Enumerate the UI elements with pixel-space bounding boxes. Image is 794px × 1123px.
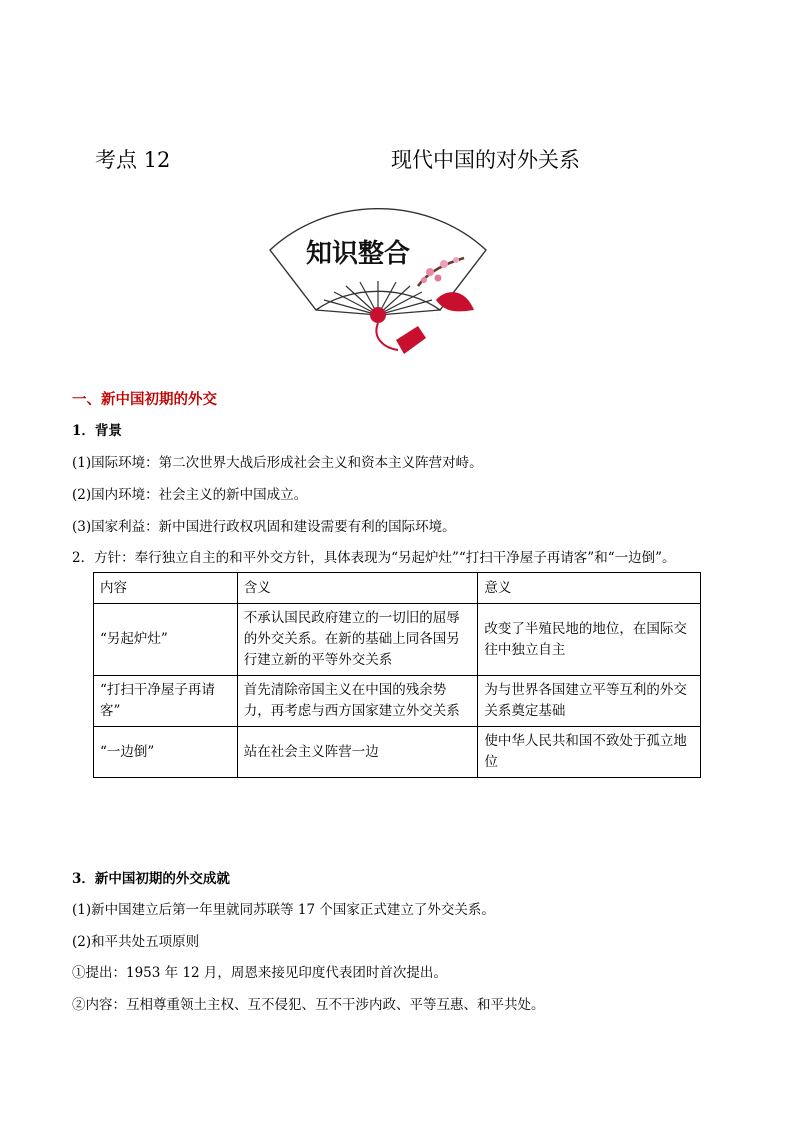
topic-title: 现代中国的对外关系 (391, 148, 580, 172)
table-row (94, 604, 701, 676)
page-title (95, 144, 715, 176)
table-cell: 站在社会主义阵营一边 (237, 727, 478, 778)
achievement-item: ②内容：互相尊重领土主权、互不侵犯、互不干涉内政、平等互惠、和平共处。 (72, 997, 545, 1013)
table-header-cell: 含义 (237, 573, 478, 604)
background-item: (3)国家利益：新中国进行政权巩固和建设需要有利的国际环境。 (72, 519, 456, 535)
background-item: (2)国内环境：社会主义的新中国成立。 (72, 487, 308, 503)
table-cell: 首先清除帝国主义在中国的残余势力，再考虑与西方国家建立外交关系 (237, 676, 478, 727)
table-cell: “一边倒” (94, 727, 238, 778)
policy-table (93, 572, 701, 778)
table-row (94, 727, 701, 778)
knowledge-banner (268, 208, 488, 370)
policy-intro: 2．方针：奉行独立自主的和平外交方针，具体表现为“另起炉灶”“打扫干净屋子再请客”和“一边倒”。 (72, 550, 676, 566)
table-cell: “打扫干净屋子再请客” (94, 676, 238, 727)
table-header-row (94, 573, 701, 604)
banner-text: 知识整合 (306, 239, 411, 269)
background-item: (1)国际环境：第二次世界大战后形成社会主义和资本主义阵营对峙。 (72, 455, 483, 471)
achievements-title: 3．新中国初期的外交成就 (72, 871, 230, 887)
folding-fan-icon (268, 208, 488, 370)
table-cell: 改变了半殖民地的地位，在国际交往中独立自主 (478, 604, 701, 676)
table-header-cell: 意义 (478, 573, 701, 604)
table-row (94, 676, 701, 727)
background-title: 1．背景 (72, 423, 122, 439)
table-header-cell: 内容 (94, 573, 238, 604)
section-heading: 一、新中国初期的外交 (72, 391, 217, 408)
topic-code: 考点 12 (95, 148, 171, 172)
table-cell: 为与世界各国建立平等互利的外交关系奠定基础 (478, 676, 701, 727)
achievement-item: (1)新中国建立后第一年里就同苏联等 17 个国家正式建立了外交关系。 (72, 902, 495, 918)
table-cell: 使中华人民共和国不致处于孤立地位 (478, 727, 701, 778)
table-cell: “另起炉灶” (94, 604, 238, 676)
achievement-item: ①提出：1953 年 12 月，周恩来接见印度代表团时首次提出。 (72, 965, 447, 981)
table-cell: 不承认国民政府建立的一切旧的屈辱的外交关系。在新的基础上同各国另行建立新的平等外交关系 (237, 604, 478, 676)
achievement-item: (2)和平共处五项原则 (72, 934, 200, 950)
